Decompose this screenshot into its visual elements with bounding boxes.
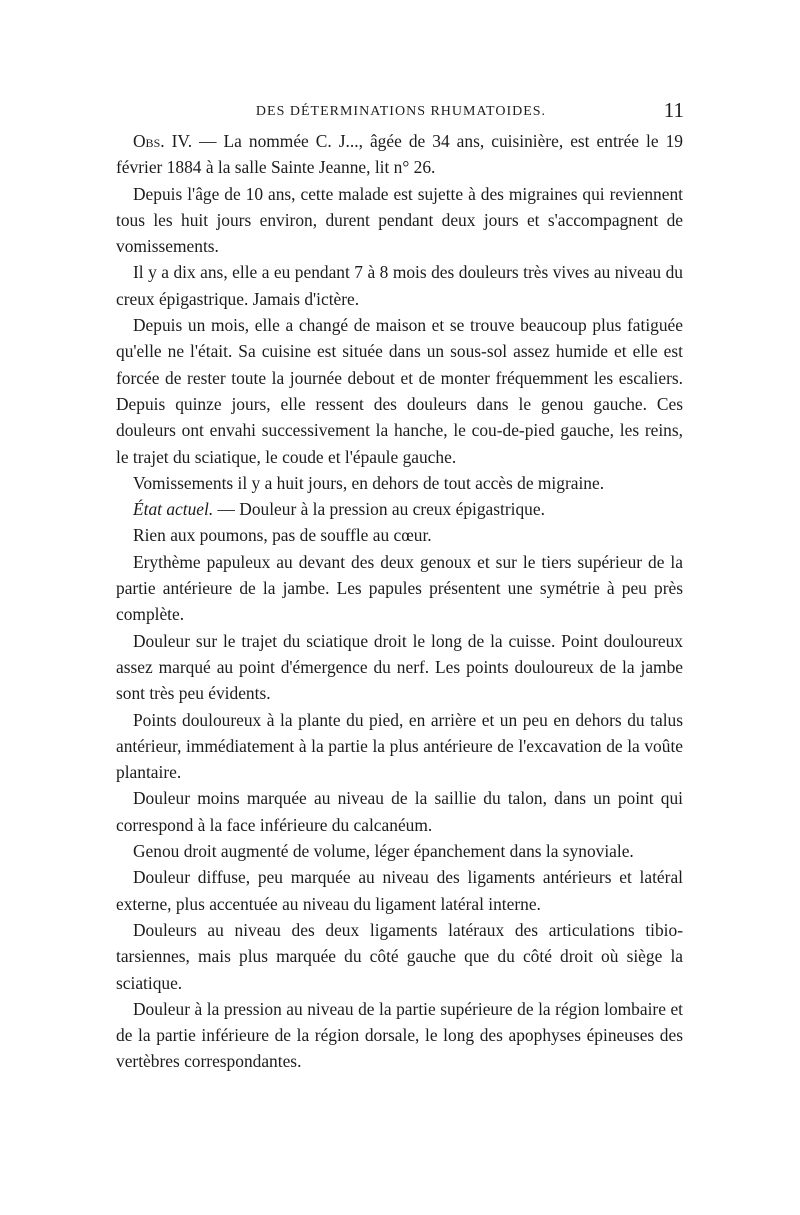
paragraph: Douleurs au niveau des deux ligaments latéraux des articulations tibio-tarsiennes, mais plus marquée du côté gauche que du côté droit où siège la sciatique. — [116, 919, 683, 993]
paragraph: Genou droit augmenté de volume, léger épanchement dans la synoviale. — [133, 841, 634, 862]
running-head — [118, 98, 684, 124]
page-number: 11 — [663, 98, 684, 122]
paragraph: Douleur sur le trajet du sciatique droit le long de la cuisse. Point douloureux assez marqué au point d'émergence du nerf. Les points douloureux de la jambe sont très peu évidents. — [116, 630, 683, 704]
paragraph: Vomissements il y a huit jours, en dehors de tout accès de migraine. — [133, 472, 605, 493]
paragraph: Rien aux poumons, pas de souffle au cœur. — [133, 525, 432, 546]
paragraph: Douleur diffuse, peu marquée au niveau des ligaments antérieurs et latéral externe, plus accentuée au niveau du ligament latéral interne. — [116, 867, 683, 914]
body-text — [116, 128, 683, 1075]
running-title: DES DÉTERMINATIONS RHUMATOIDES. — [255, 104, 547, 119]
paragraph-text: — La nommée C. J..., âgée de 34 ans, cuisinière, est entrée le 19 février 1884 à la salle Sainte Jeanne, lit n° 26. — [116, 131, 683, 178]
section-label: État actuel. — [133, 499, 214, 520]
paragraph: Depuis un mois, elle a changé de maison et se trouve beaucoup plus fatiguée qu'elle ne l'était. Sa cuisine est située dans un sous-sol assez humide et elle est forcée de rester toute la journée debout et de monter fréquemment les escaliers. Depuis quinze jours, elle ressent des douleurs dans le genou gauche. Ces douleurs ont envahi successivement la hanche, le cou-de-pied gauche, les reins, le trajet du sciatique, le coude et l'épaule gauche. — [116, 315, 683, 467]
observation-label: Obs. IV. — [133, 131, 193, 151]
paragraph-text: — Douleur à la pression au creux épigastrique. — [213, 499, 545, 520]
paragraph-etat-actuel — [116, 496, 683, 522]
paragraph-obs-iv — [116, 128, 683, 181]
paragraph: Douleur moins marquée au niveau de la saillie du talon, dans un point qui correspond à la face inférieure du calcanéum. — [116, 788, 683, 835]
paragraph: Points douloureux à la plante du pied, en arrière et un peu en dehors du talus antérieur, immédiatement à la partie la plus antérieure de l'excavation de la voûte plantaire. — [116, 709, 683, 783]
paragraph: Depuis l'âge de 10 ans, cette malade est sujette à des migraines qui reviennent tous les huit jours environ, durent pendant deux jours et s'accompagnent de vomissements. — [116, 183, 683, 257]
paragraph: Il y a dix ans, elle a eu pendant 7 à 8 mois des douleurs très vives au niveau du creux épigastrique. Jamais d'ictère. — [116, 262, 683, 309]
paragraph: Erythème papuleux au devant des deux genoux et sur le tiers supérieur de la partie antérieure de la jambe. Les papules présentent une symétrie à peu près complète. — [116, 551, 683, 625]
paragraph: Douleur à la pression au niveau de la partie supérieure de la région lombaire et de la partie inférieure de la région dorsale, le long des apophyses épineuses des vertèbres correspondantes. — [116, 998, 683, 1072]
